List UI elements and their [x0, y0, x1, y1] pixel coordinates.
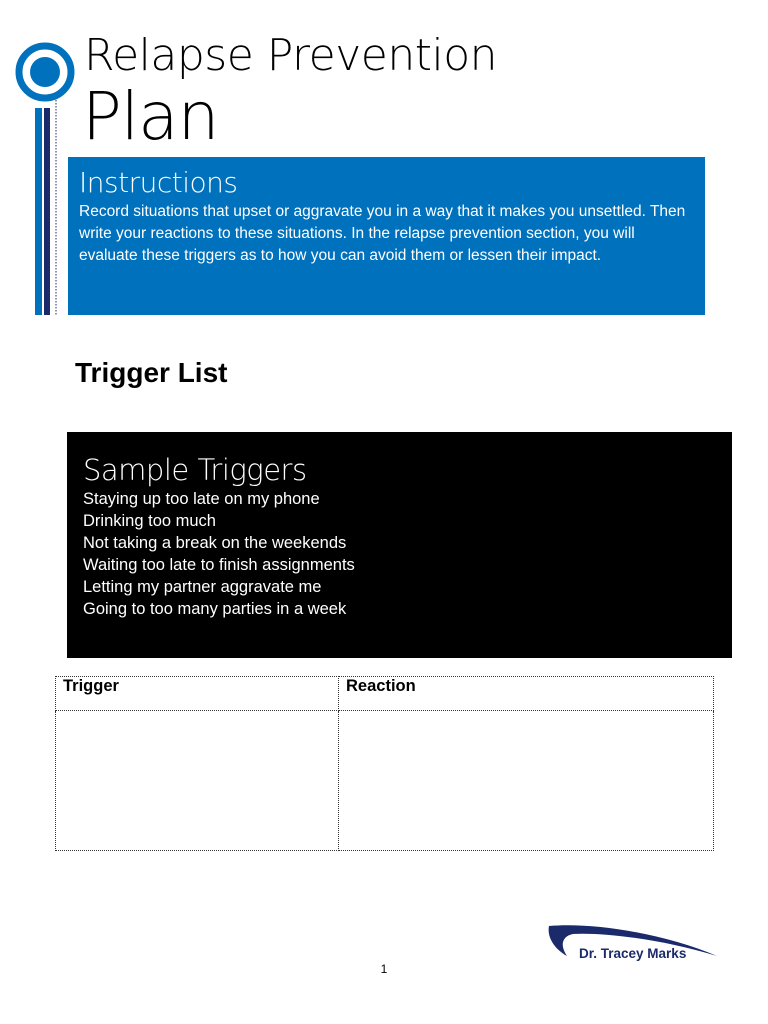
page-number: 1 [380, 962, 388, 976]
page-title-line1: Relapse Prevention [84, 30, 497, 81]
instructions-body: Record situations that upset or aggravate you in a way that it makes you unsettled. Then write your reactions to these situations. In the relapse prevention section, you will evaluate these triggers as to how you can avoid them or lessen their impact. [79, 203, 686, 264]
logo-text: Dr. Tracey Marks [579, 946, 687, 961]
trigger-reaction-table [55, 676, 714, 851]
sample-triggers-list [83, 488, 716, 620]
list-item: Letting my partner aggravate me [83, 578, 322, 596]
trigger-cell[interactable] [56, 711, 339, 851]
sample-triggers-heading: Sample Triggers [83, 453, 307, 487]
logo [545, 922, 720, 966]
instructions-heading: Instructions [79, 166, 238, 199]
sample-triggers-box [67, 432, 732, 658]
list-item: Not taking a break on the weekends [83, 534, 347, 552]
column-header-trigger: Trigger [56, 677, 339, 711]
page-title-line2: Plan [82, 78, 219, 155]
table-row [56, 711, 714, 851]
table-header-row [56, 677, 714, 711]
list-item: Waiting too late to finish assignments [83, 556, 355, 574]
section-title: Trigger List [75, 357, 228, 388]
list-item: Going to too many parties in a week [83, 600, 347, 618]
list-item: Staying up too late on my phone [83, 490, 320, 508]
list-item: Drinking too much [83, 512, 216, 530]
instructions-box [68, 157, 705, 315]
reaction-cell[interactable] [339, 711, 714, 851]
column-header-reaction: Reaction [339, 677, 714, 711]
